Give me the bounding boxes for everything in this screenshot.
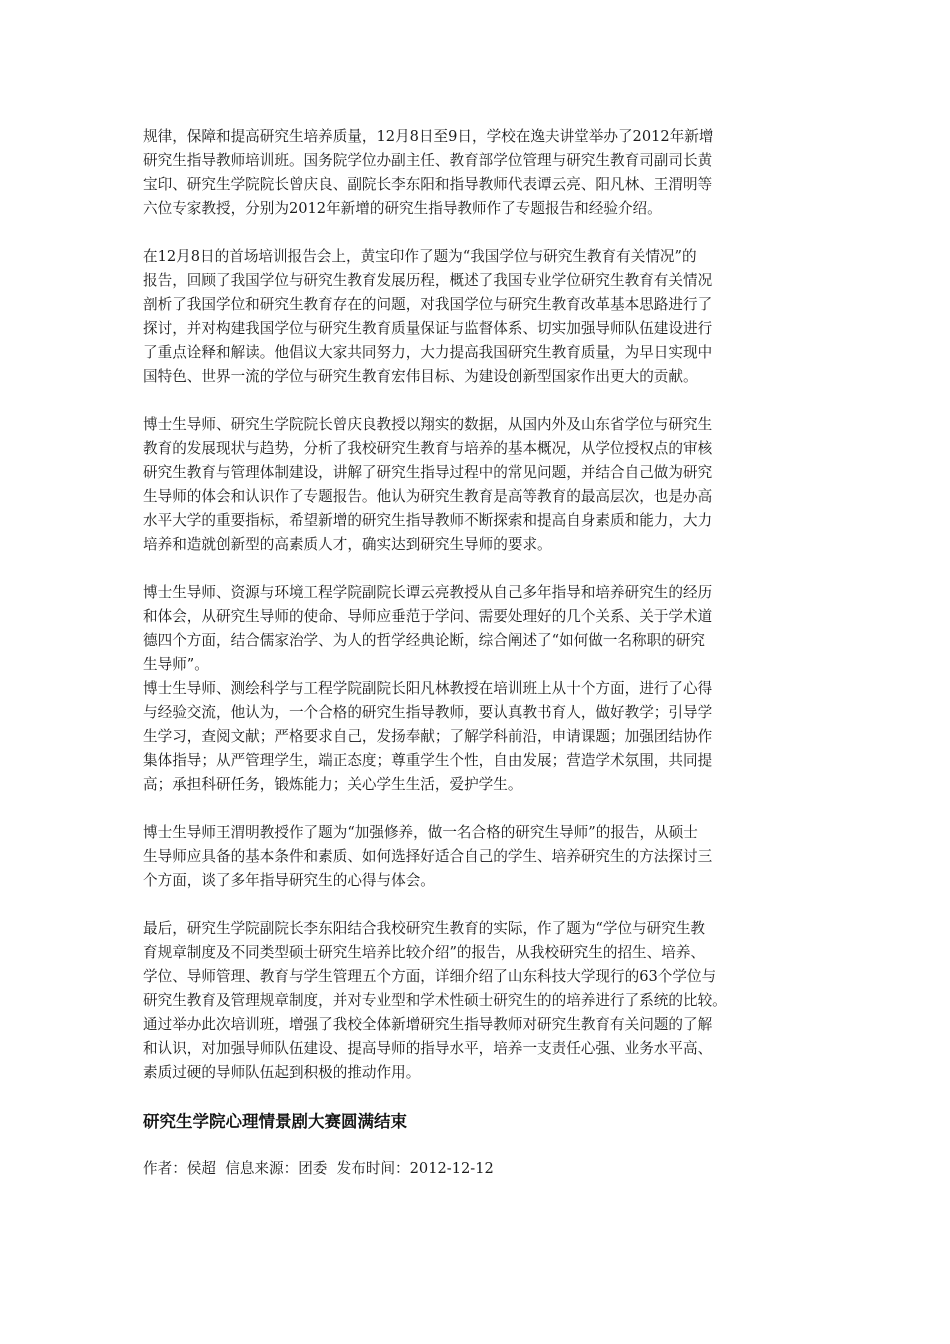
article-paragraph-2: 在12月8日的首场培训报告会上，黄宝印作了题为“我国学位与研究生教育有关情况”的 报告，回顾了我国学位与研究生教育发展历程，概述了我国专业学位研究生教育有关情况 剖析了我国学位和研究生教育存在的问题，对我国学位与研究生教育改革基本思路进行了 探讨，并对构建我国学位与研究生教育质量保证与监督体系、切实加强导师队伍建设进行 了重点诠释和解读。他倡议大家共同努力，大力提高我国研究生教育质量，为早日实现中 国特色、世界一流的学位与研究生教育宏伟目标、为建设创新型国家作出更大的贡献。 xyxy=(143,248,713,385)
next-article-title: 研究生学院心理情景剧大赛圆满结束 xyxy=(143,1112,407,1131)
article-paragraph-6: 博士生导师王渭明教授作了题为“加强修养，做一名合格的研究生导师”的报告，从硕士 生导师应具备的基本条件和素质、如何选择好适合自己的学生、培养研究生的方法探讨三 个方面，谈了多年指导研究生的心得与体会。 xyxy=(143,824,713,889)
article-paragraph-5: 博士生导师、测绘科学与工程学院副院长阳凡林教授在培训班上从十个方面，进行了心得 与经验交流，他认为，一个合格的研究生指导教师，要认真教书育人，做好教学；引导学 生学习，查阅文献；严格要求自己，发扬奉献；了解学科前沿，申请课题；加强团结协作 集体指导；从严管理学生，端正态度；尊重学生个性，自由发展；营造学术氛围，共同提 高；承担科研任务，锻炼能力；关心学生生活，爱护学生。 xyxy=(143,680,713,793)
article-paragraph-3: 博士生导师、研究生学院院长曾庆良教授以翔实的数据，从国内外及山东省学位与研究生 教育的发展现状与趋势，分析了我校研究生教育与培养的基本概况，从学位授权点的审核 研究生教育与管理体制建设，讲解了研究生指导过程中的常见问题，并结合自己做为研究 生导师的体会和认识作了专题报告。他认为研究生教育是高等教育的最高层次，也是办高 水平大学的重要指标，希望新增的研究生指导教师不断探索和提高自身素质和能力，大力 培养和造就创新型的高素质人才，确实达到研究生导师的要求。 xyxy=(143,416,713,553)
article-paragraph-7: 最后，研究生学院副院长李东阳结合我校研究生教育的实际，作了题为“学位与研究生教 育规章制度及不同类型硕士研究生培养比较介绍”的报告，从我校研究生的招生、培养、 学位、导师管理、教育与学生管理五个方面，详细介绍了山东科技大学现行的63个学位与 研究生教育及管理规章制度，并对专业型和学术性硕士研究生的的培养进行了系统的比较。 通过举办此次培训班，增强了我校全体新增研究生指导教师对研究生教育有关问题的了解 和认识，对加强导师队伍建设、提高导师的指导水平，培养一支责任心强、业务水平高、 素质过硬的导师队伍起到积极的推动作用。 xyxy=(143,920,727,1081)
document-page xyxy=(143,125,813,1181)
article-paragraph-4: 博士生导师、资源与环境工程学院副院长谭云亮教授从自己多年指导和培养研究生的经历 和体会，从研究生导师的使命、导师应垂范于学问、需要处理好的几个关系、关于学术道 德四个方面，结合儒家治学、为人的哲学经典论断，综合阐述了“如何做一名称职的研究 生导师”。 xyxy=(143,584,713,673)
next-article-meta: 作者：侯超 信息来源：团委 发布时间：2012-12-12 xyxy=(143,1160,494,1177)
article-paragraph-1: 规律，保障和提高研究生培养质量，12月8日至9日，学校在逸夫讲堂举办了2012年新增 研究生指导教师培训班。国务院学位办副主任、教育部学位管理与研究生教育司副司长黄 宝印、研究生学院院长曾庆良、副院长李东阳和指导教师代表谭云亮、阳凡林、王渭明等 六位专家教授，分别为2012年新增的研究生指导教师作了专题报告和经验介绍。 xyxy=(143,128,714,217)
